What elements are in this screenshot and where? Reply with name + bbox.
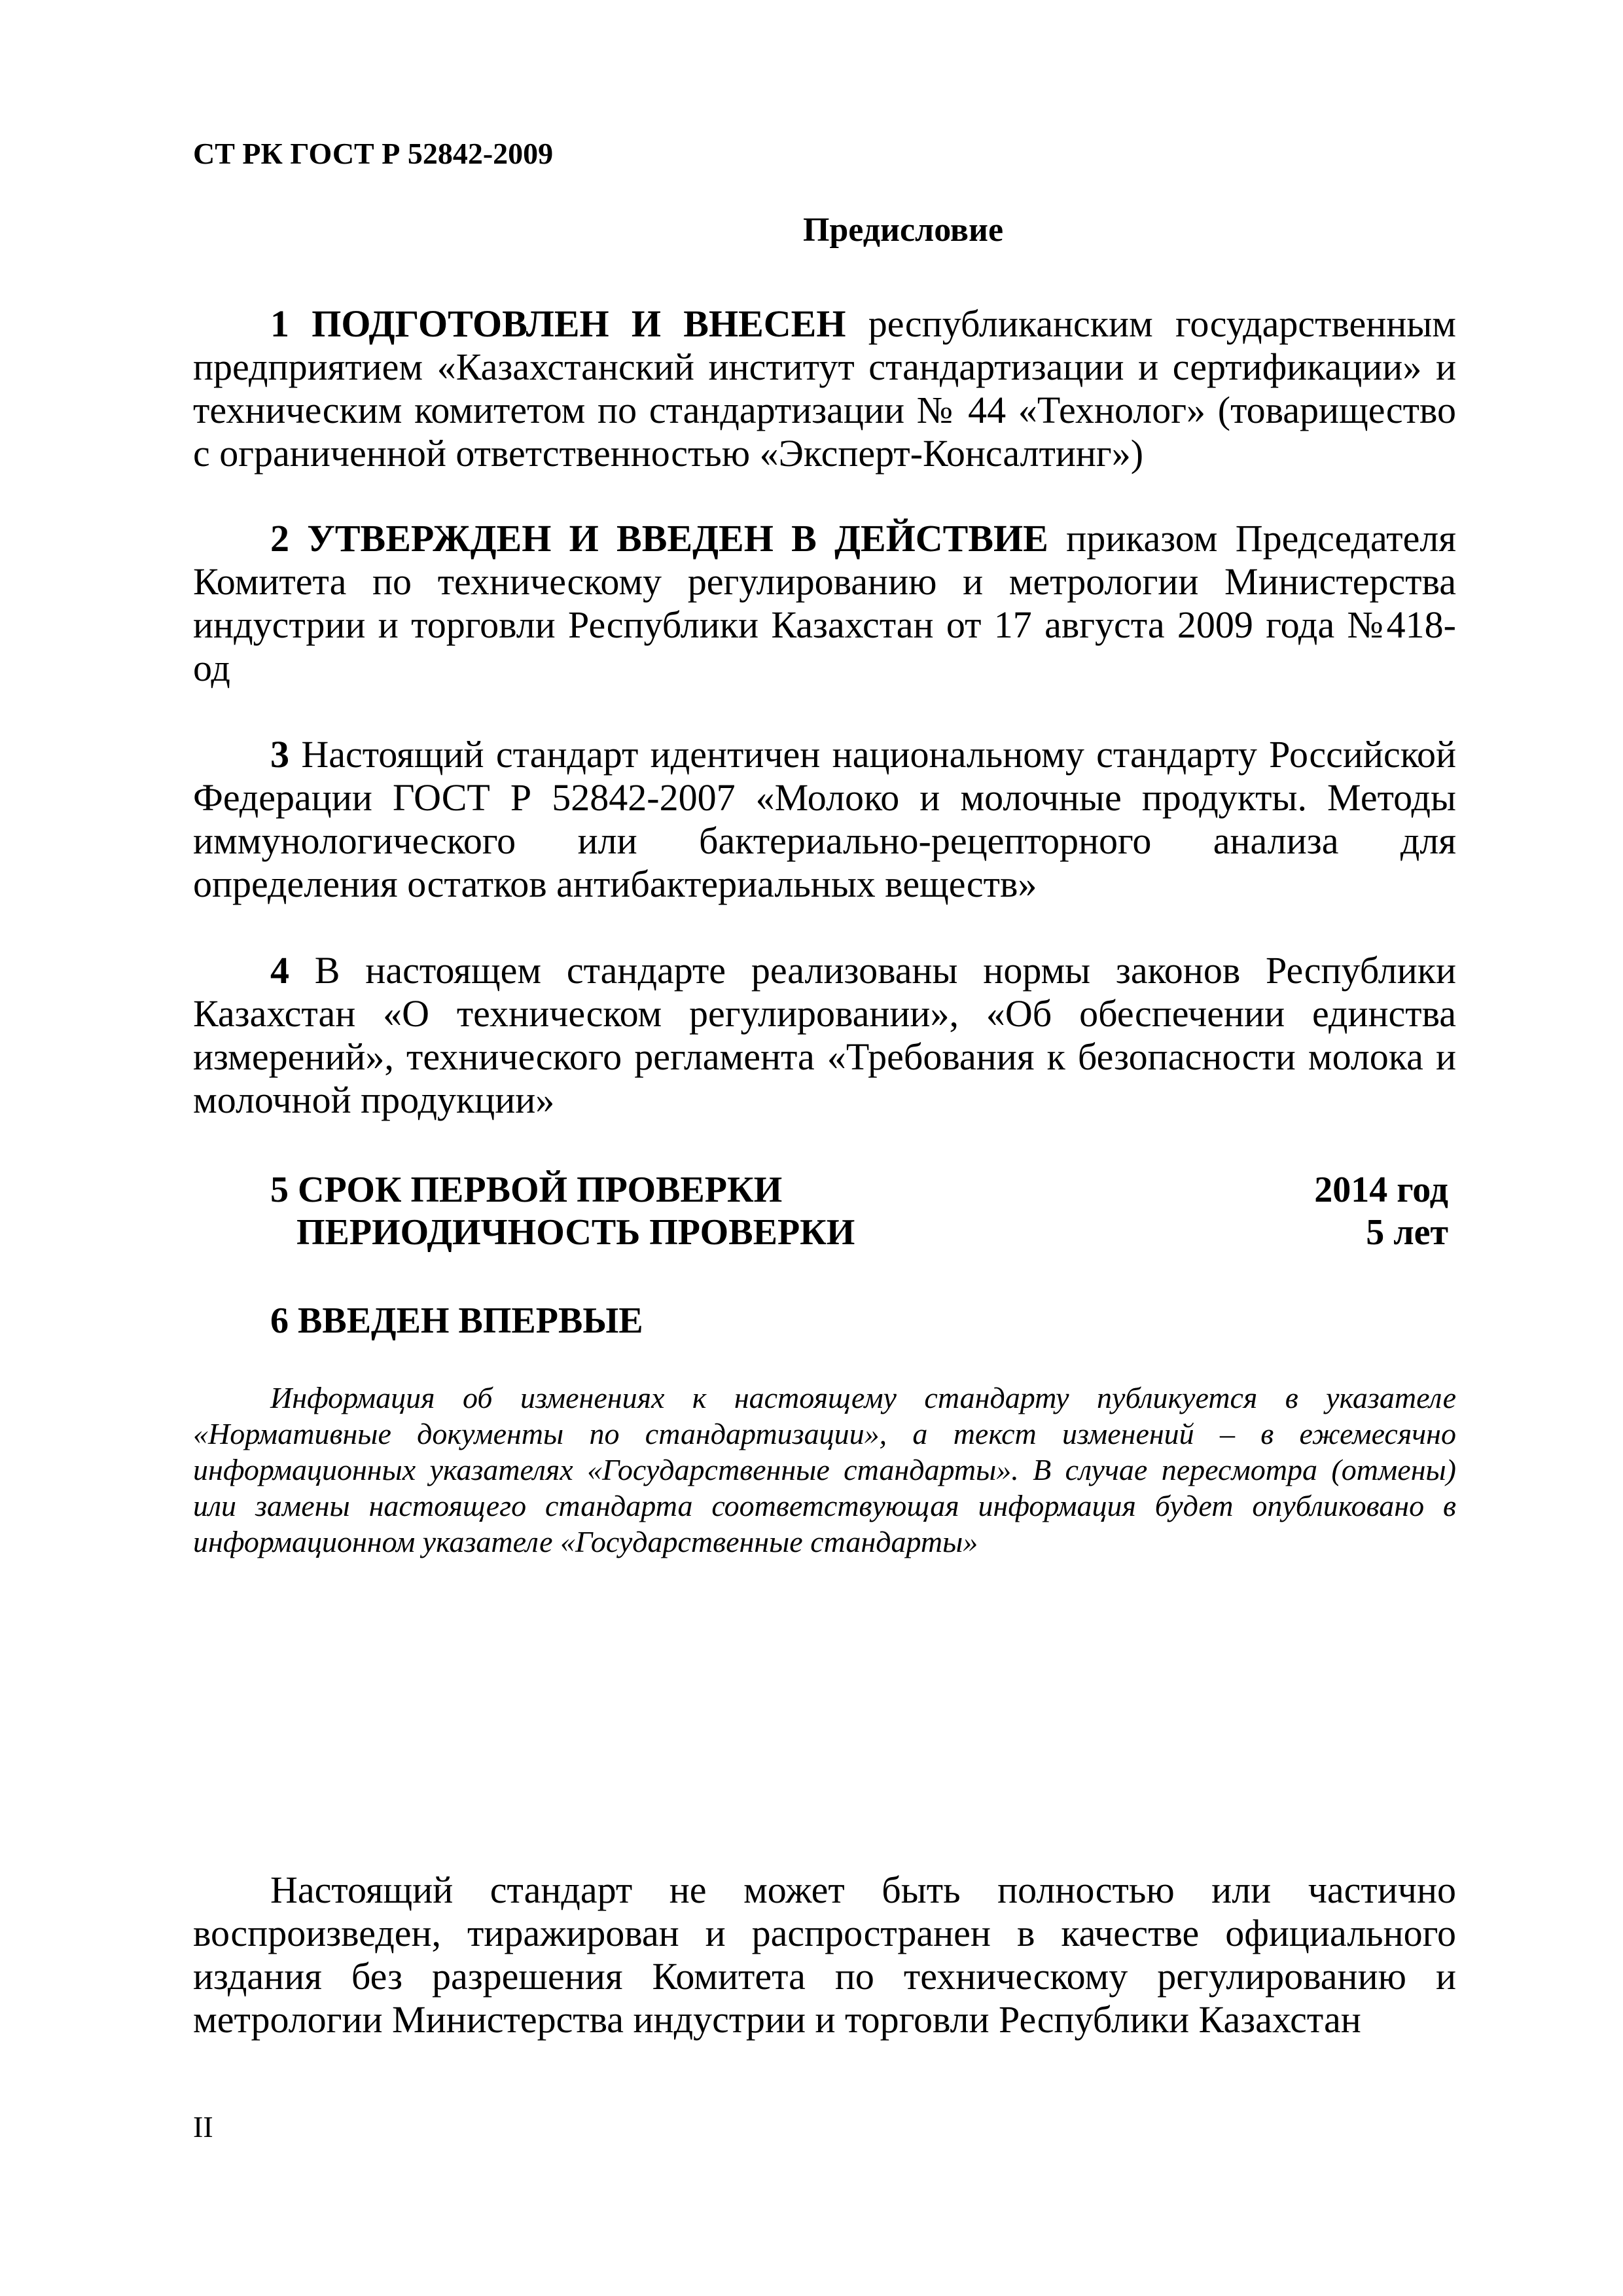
foreword-item-3-text: Настоящий стандарт идентичен национальному стандарту Российской Федерации ГОСТ Р 52842-2007 «Молоко и молочные продукты. Методы иммунологического или бактериально-рецепторного анализа для определения остатков антибактериальных веществ» bbox=[193, 733, 1456, 905]
introduced-first-time: 6 ВВЕДЕН ВПЕРВЫЕ bbox=[270, 1300, 643, 1341]
foreword-item-1-text: республиканским государственным предприятием «Казахстанский институт стандартизации и сертификации» и техническим комитетом по стандартизации № 44 «Технолог» (товарищество с ограниченной ответственностью «Эксперт-Консалтинг») bbox=[193, 302, 1456, 475]
review-period-label: ПЕРИОДИЧНОСТЬ ПРОВЕРКИ bbox=[296, 1212, 855, 1253]
review-period-value: 5 лет bbox=[1366, 1212, 1448, 1253]
standard-code-header: СТ РК ГОСТ Р 52842-2009 bbox=[193, 137, 554, 170]
first-review-label: 5 СРОК ПЕРВОЙ ПРОВЕРКИ bbox=[270, 1170, 783, 1210]
foreword-item-2-lead: 2 УТВЕРЖДЕН И ВВЕДЕН В ДЕЙСТВИЕ bbox=[270, 517, 1048, 560]
foreword-item-3-lead: 3 bbox=[270, 733, 289, 776]
foreword-item-1-lead: 1 ПОДГОТОВЛЕН И ВНЕСЕН bbox=[270, 302, 846, 345]
foreword-item-3 bbox=[193, 733, 1456, 906]
foreword-item-2-text: приказом Председателя Комитета по техническому регулированию и метрологии Министерства индустрии и торговли Республики Казахстан от 17 августа 2009 года №418-од bbox=[193, 517, 1457, 689]
page-title bbox=[0, 209, 1623, 251]
changes-info-note: Информация об изменениях к настоящему стандарту публикуется в указателе «Нормативные документы по стандартизации», а текст изменений – в ежемесячно информационных указателях «Государственные стандарты». В случае пересмотра (отмены) или замены настоящего стандарта соответствующая информация будет опубликовано в информационном указателе «Государственные стандарты» bbox=[193, 1381, 1456, 1558]
copyright-notice: Настоящий стандарт не может быть полностью или частично воспроизведен, тиражирован и распространен в качестве официального издания без разрешения Комитета по техническому регулированию и метрологии Министерства индустрии и торговли Республики Казахстан bbox=[193, 1869, 1456, 2041]
foreword-item-4-text: В настоящем стандарте реализованы нормы законов Республики Казахстан «О техническом регулировании», «Об обеспечении единства измерений», технического регламента «Требования к безопасности молока и молочной продукции» bbox=[193, 949, 1456, 1121]
title-text: Предисловие bbox=[802, 211, 1004, 249]
first-review-value: 2014 год bbox=[1314, 1170, 1448, 1210]
foreword-item-4 bbox=[193, 949, 1456, 1122]
first-review-row bbox=[270, 1168, 1448, 1211]
foreword-item-2 bbox=[193, 517, 1456, 690]
foreword-item-1 bbox=[193, 302, 1456, 475]
page-number: II bbox=[193, 2110, 213, 2144]
foreword-item-4-lead: 4 bbox=[270, 949, 289, 992]
review-period-row bbox=[270, 1211, 1448, 1254]
